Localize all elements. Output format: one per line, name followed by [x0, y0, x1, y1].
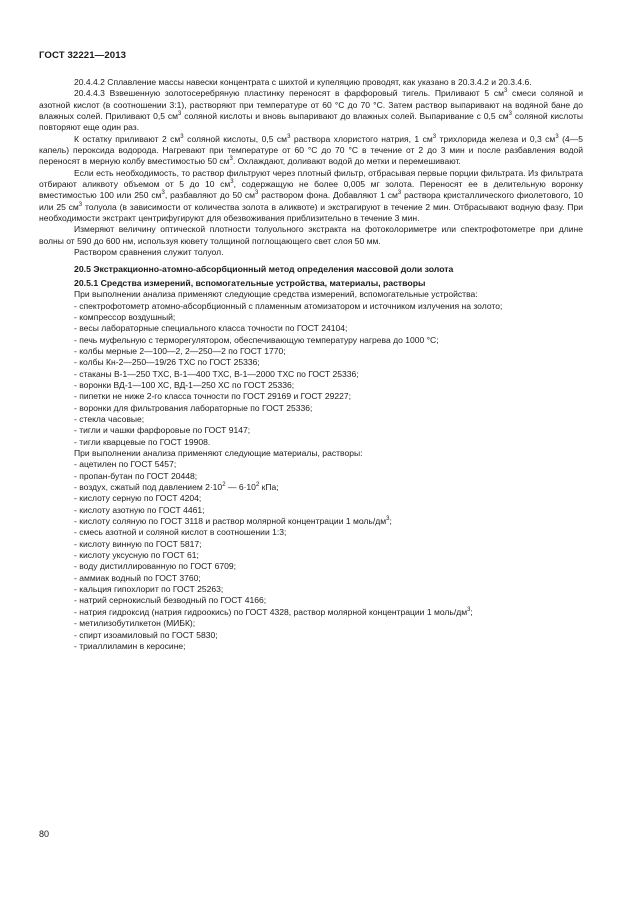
list-item: - спирт изоамиловый по ГОСТ 5830;	[74, 629, 218, 640]
section-heading-20-5-1: 20.5.1 Средства измерений, вспомогательные устройства, материалы, растворы	[74, 277, 426, 288]
list-item: - компрессор воздушный;	[74, 311, 176, 322]
paragraph-20-4-4-2: 20.4.4.2 Сплавление массы навески концентрата с шихтой и купеляцию проводят, как указано в 20.3.4.2 и 20.3.4.6.	[74, 77, 532, 87]
materials-list	[61, 459, 583, 652]
list-item: - аммиак водный по ГОСТ 3760;	[74, 572, 201, 583]
list-item: - колбы мерные 2—100—2, 2—250—2 по ГОСТ 1770;	[74, 345, 286, 356]
instruments-intro: При выполнении анализа применяют следующие средства измерений, вспомогательные устройства:	[74, 289, 478, 300]
list-item: - ацетилен по ГОСТ 5457;	[74, 459, 177, 470]
paragraph-filtration: Если есть необходимость, то раствор фильтруют через плотный фильтр, отбрасывая первые порции фильтрата. Из фильтрата отбирают аликвоту объемом от 5 до 10 $см^3$, содержащую не более 0,005 мг золота. Переносят ее в делительную воронку вместимостью 100 или 250 $см^3$, разбавляют до 50 $см^3$ раствором фона. Добавляют 1 $см^3$ раствора кристаллического фиолетового, 10 или 25 $см^3$ толуола (в зависимости от количества золота в аликвоте) и экстрагируют в течение 2 мин. Отбрасывают водную фазу. При необходимости экстракт центрифугируют для обезвоживания приблизительно в течение 3 мин.	[39, 167, 583, 224]
paragraph-20-4-4-3: 20.4.4.3 Взвешенную золотосеребряную пластинку переносят в фарфоровый тигель. Приливают 5 $см^3$ смеси соляной и азотной кислот (в соотношении 3:1), растворяют при температуре от 60 °С до 70 °С. Затем раствор выпаривают на водяной бане до влажных солей. Приливают 0,5 $см^3$ соляной кислоты и вновь выпаривают до влажных солей. Выпаривание с 0,5 $см^3$ соляной кислоты повторяют еще один раз.	[39, 88, 583, 133]
list-item: - воронки ВД-1—100 ХС, ВД-1—250 ХС по ГОСТ 25336;	[74, 379, 295, 390]
list-item: - кислоту уксусную по ГОСТ 61;	[74, 550, 199, 561]
list-item: - воду дистиллированную по ГОСТ 6709;	[74, 561, 236, 572]
list-item: - стаканы В-1—250 ТХС, В-1—400 ТХС, В-1—2000 ТХС по ГОСТ 25336;	[74, 368, 359, 379]
list-item: - пипетки не ниже 2-го класса точности по ГОСТ 29169 и ГОСТ 29227;	[74, 391, 352, 402]
list-item: - триаллиламин в керосине;	[74, 640, 186, 651]
list-item: - воздух, сжатый под давлением $2\cdot 10^2$ — $6\cdot 10^2$ кПа;	[74, 482, 279, 493]
list-item: - кислоту винную по ГОСТ 5817;	[74, 538, 202, 549]
list-item: - кислоту серную по ГОСТ 4204;	[74, 493, 202, 504]
list-item: - кислоту азотную по ГОСТ 4461;	[74, 504, 205, 515]
list-item: - колбы Кн-2—250—19/26 ТХС по ГОСТ 25336;	[74, 357, 260, 368]
section-heading-20-5: 20.5 Экстракционно-атомно-абсорбционный метод определения массовой доли золота	[74, 263, 454, 274]
page-number: 80	[39, 829, 50, 839]
list-item: - тигли и чашки фарфоровые по ГОСТ 9147;	[74, 425, 251, 436]
list-item: - печь муфельную с терморегулятором, обеспечивающую температуру нагрева до 1000 °С;	[74, 334, 439, 345]
list-item: - тигли кварцевые по ГОСТ 19908.	[74, 436, 211, 447]
list-item: - спектрофотометр атомно-абсорбционный с пламенным атомизатором и источником излучения на золото;	[74, 300, 503, 311]
instruments-list	[61, 301, 583, 448]
list-item: - пропан-бутан по ГОСТ 20448;	[74, 470, 198, 481]
list-item: - стекла часовые;	[74, 413, 145, 424]
materials-intro: При выполнении анализа применяют следующие материалы, растворы:	[74, 448, 363, 458]
list-item: - весы лабораторные специального класса точности по ГОСТ 24104;	[74, 323, 348, 334]
list-item: - смесь азотной и соляной кислот в соотношении 1:3;	[74, 527, 287, 538]
list-item: - кислоту соляную по ГОСТ 3118 и раствор молярной концентрации 1 моль/$дм^3$;	[74, 516, 392, 527]
list-item: - воронки для фильтрования лабораторные по ГОСТ 25336;	[74, 402, 313, 413]
list-item: - натрий сернокислый безводный по ГОСТ 4166;	[74, 595, 267, 606]
document-header: ГОСТ 32221—2013	[39, 50, 127, 61]
list-item: - кальция гипохлорит по ГОСТ 25263;	[74, 584, 224, 595]
paragraph-reference: Раствором сравнения служит толуол.	[74, 247, 224, 258]
page-content	[39, 77, 583, 652]
list-item: - метилизобутилкетон (МИБК);	[74, 618, 196, 629]
list-item: - натрия гидроксид (натрия гидроокись) по ГОСТ 4328, раствор молярной концентрации 1 моль/$дм^3$;	[74, 606, 473, 617]
paragraph-measurement: Измеряют величину оптической плотности толуольного экстракта на фотоколориметре или спектрофотометре при длине волны от 590 до 600 нм, используя кювету толщиной поглощающего свет слоя 50 мм.	[39, 224, 583, 246]
paragraph-residue: К остатку приливают 2 $см^3$ соляной кислоты, 0,5 $см^3$ раствора хлористого натрия, 1 $см^3$ трихлорида железа и 0,3 $см^3$ (4—5 капель) пероксида водорода. Нагревают при температуре от 60 °С до 70 °С в течение от 2 до 3 мин и после разбавления водой переносят в мерную колбу вместимостью 50 $см^3$. Охлаждают, доливают водой до метки и перемешивают.	[39, 133, 583, 167]
